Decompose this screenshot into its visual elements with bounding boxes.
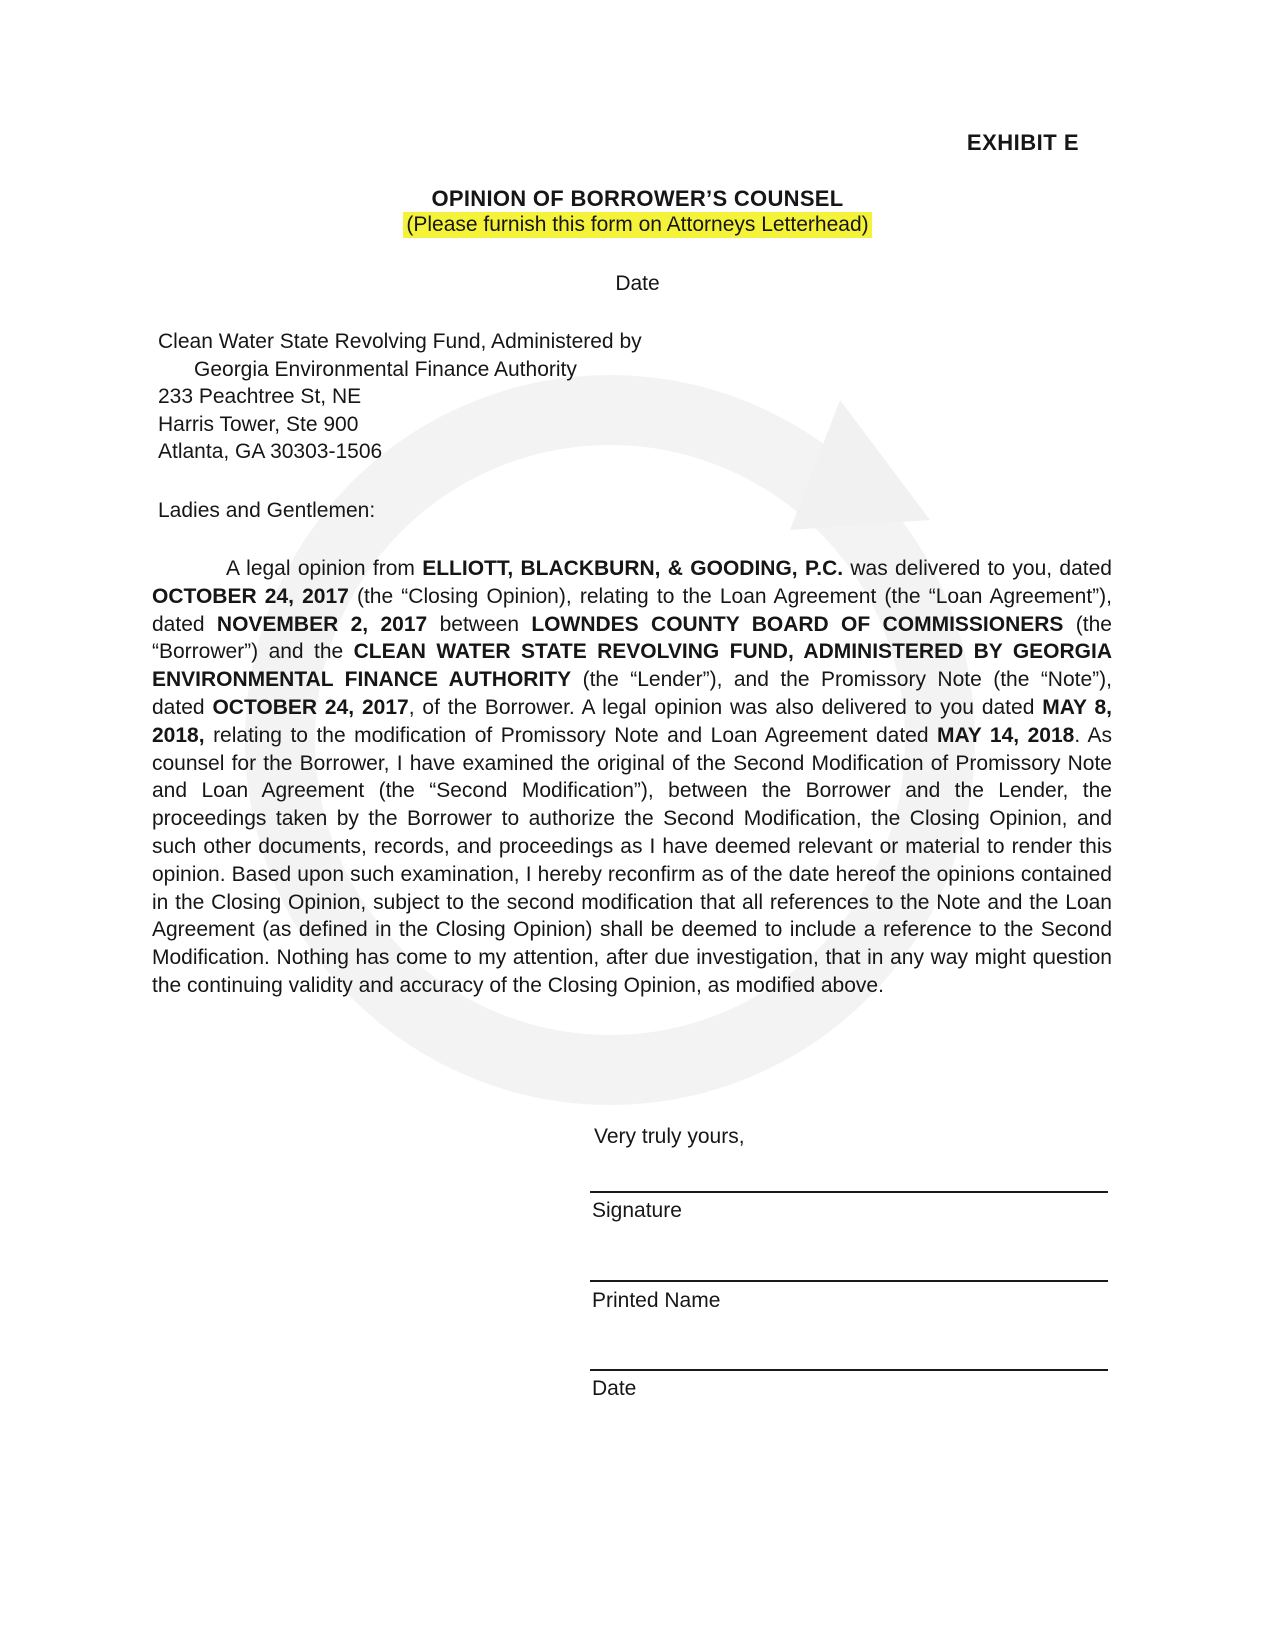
salutation: Ladies and Gentlemen:	[158, 499, 376, 522]
letter-date-label: Date	[615, 272, 660, 295]
modification-opinion-date: MAY 8, 2018,	[152, 695, 1112, 747]
address-line-1: Clean Water State Revolving Fund, Administered by	[158, 330, 642, 353]
sign-date-label: Date	[592, 1377, 637, 1400]
closing-opinion-date: OCTOBER 24, 2017	[152, 584, 349, 608]
modification-date: MAY 14, 2018	[937, 723, 1075, 747]
note-date: OCTOBER 24, 2017	[212, 695, 409, 719]
body-text: A legal opinion from	[226, 557, 423, 580]
exhibit-label: EXHIBIT E	[966, 130, 1079, 155]
document-title: OPINION OF BORROWER’S COUNSEL	[431, 186, 844, 211]
printed-name-line[interactable]	[590, 1280, 1108, 1282]
body-text: (the “Closing Opinion), relating to the Loan Agreement (the “Loan Agreement”), dated	[152, 584, 1113, 636]
borrower-name: LOWNDES COUNTY BOARD OF COMMISSIONERS	[531, 612, 1064, 636]
body-text: , of the Borrower. A legal opinion was also delivered to you dated	[408, 695, 1043, 719]
letterhead-highlight-note: (Please furnish this form on Attorneys Letterhead)	[403, 212, 871, 238]
lender-name: CLEAN WATER STATE REVOLVING FUND, ADMINISTERED BY GEORGIA ENVIRONMENTAL FINANCE AUTHORITY	[152, 640, 1112, 692]
body-text: (the “Borrower”) and the	[152, 612, 1112, 664]
body-text: relating to the modification of Promissory Note and Loan Agreement dated	[204, 723, 938, 747]
body-text: was delivered to you, dated	[843, 557, 1112, 580]
address-line-5: Atlanta, GA 30303-1506	[158, 440, 383, 463]
title-block	[0, 186, 1275, 238]
signature-line[interactable]	[590, 1191, 1108, 1193]
law-firm-name: ELLIOTT, BLACKBURN, & GOODING, P.C.	[422, 557, 844, 580]
body-text: between	[427, 612, 532, 636]
loan-agreement-date: NOVEMBER 2, 2017	[216, 612, 428, 636]
opinion-paragraph	[152, 555, 1112, 1000]
address-line-3: 233 Peachtree St, NE	[158, 385, 362, 408]
address-line-2: Georgia Environmental Finance Authority	[194, 357, 577, 381]
printed-name-label: Printed Name	[592, 1289, 721, 1312]
body-paragraph	[152, 555, 1112, 1000]
closing-phrase: Very truly yours,	[594, 1125, 745, 1148]
body-text: . As counsel for the Borrower, I have examined the original of the Second Modification of Promissory Note and Loan Agreement (the “Second Modification”), between the Borrower and the Lender, the proceedings taken by the Borrower to authorize the Second Modification, the Closing Opinion, and such other documents, records, and proceedings as I have deemed relevant or material to render this opinion. Based upon such examination, I hereby reconfirm as of the date hereof the opinions contained in the Closing Opinion, subject to the second modification that all references to the Note and the Loan Agreement (as defined in the Closing Opinion) shall be deemed to include a reference to the Second Modification. Nothing has come to my attention, after due investigation, that in any way might question the continuing validity and accuracy of the Closing Opinion, as modified above.	[152, 723, 1113, 997]
address-line-4: Harris Tower, Ste 900	[158, 412, 359, 436]
signature-label: Signature	[592, 1199, 682, 1222]
recipient-address	[158, 328, 642, 466]
sign-date-line[interactable]	[590, 1369, 1108, 1371]
body-text: (the “Lender”), and the Promissory Note (the “Note”), dated	[152, 668, 1112, 719]
